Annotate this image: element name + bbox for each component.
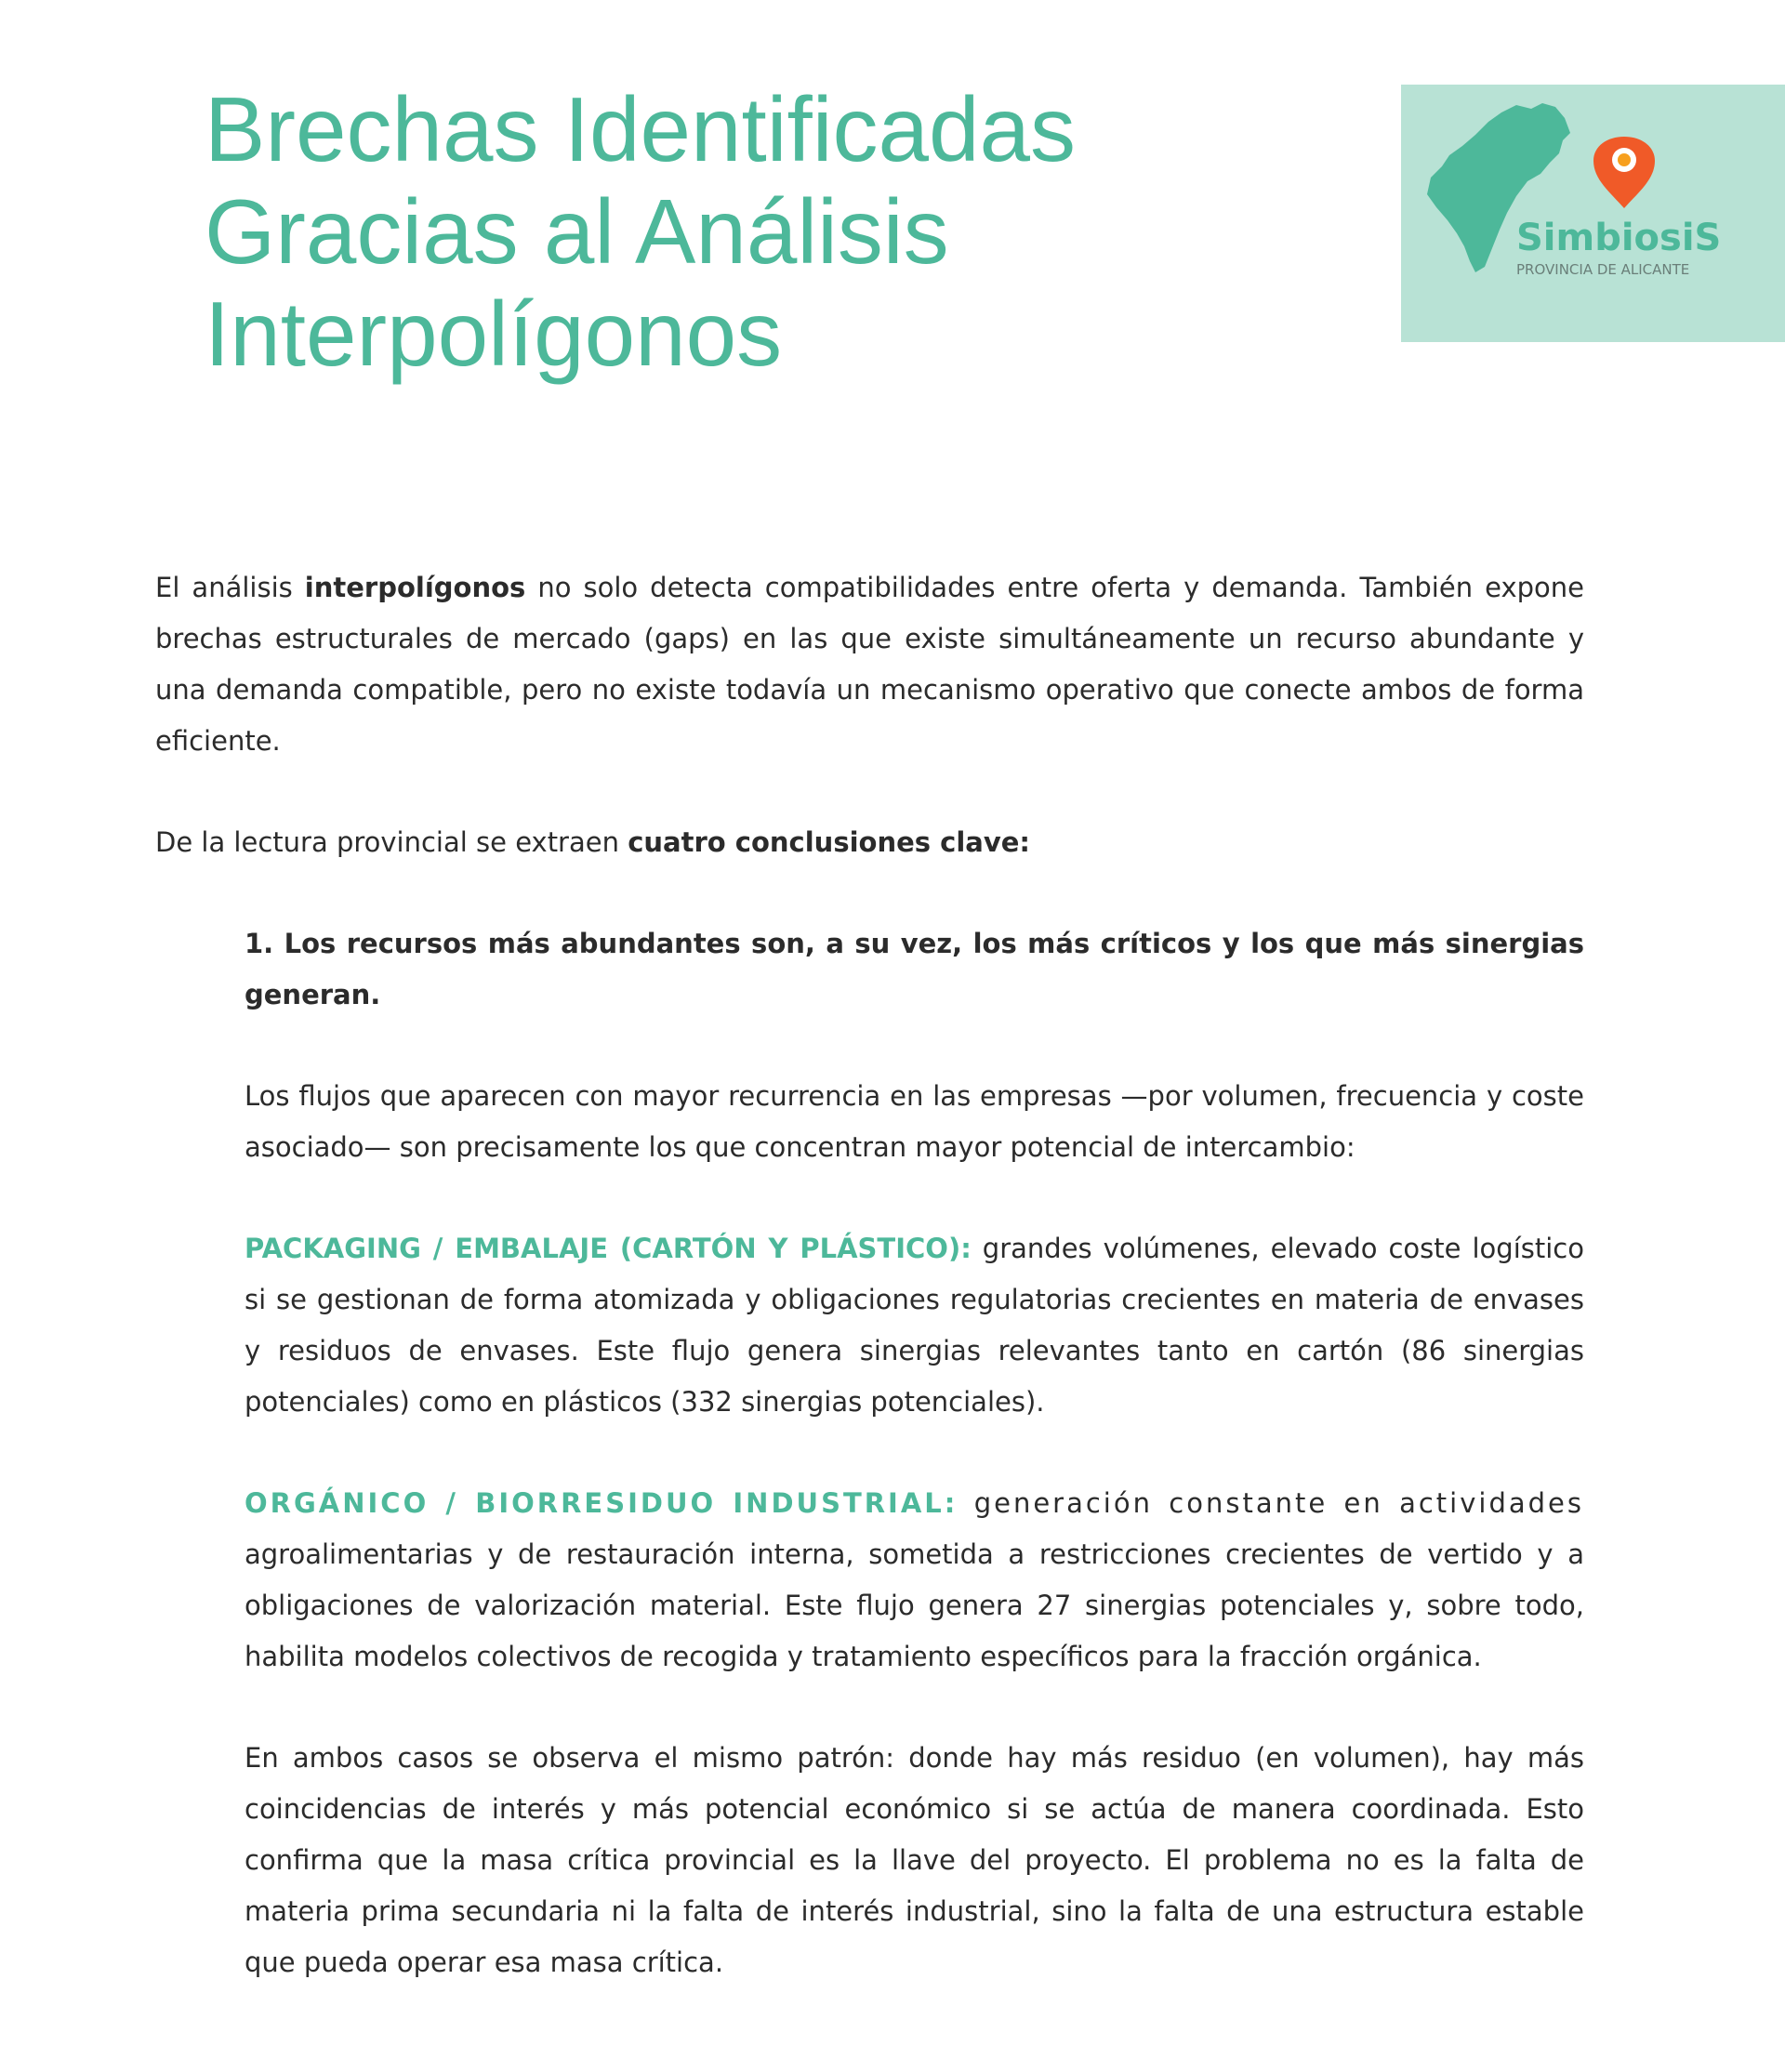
packaging-label: PACKAGING / EMBALAJE (CARTÓN Y PLÁSTICO): xyxy=(245,1233,972,1264)
organic-paragraph: ORGÁNICO / BIORRESIDUO INDUSTRIAL: generación constante en actividades agroalimentarias y de restauración interna, sometida a restricciones crecientes de vertido y a obligaciones de valorización material. Este flujo genera 27 sinergias potenciales y, sobre todo, habilita modelos colectivos de recogida y tratamiento específicos para la fracción orgánica. xyxy=(245,1487,1584,1672)
title-line-3: Interpolígonos xyxy=(205,283,783,385)
body-content xyxy=(155,562,1584,1988)
point-1-conclusion: En ambos casos se observa el mismo patrón: donde hay más residuo (en volumen), hay más coincidencias de interés y más potencial económico si se actúa de manera coordinada. Esto confirma que la masa crítica provincial es la llave del proyecto. El problema no es la falta de materia prima secundaria ni la falta de interés industrial, sino la falta de una estructura estable que pueda operar esa masa crítica. xyxy=(245,1742,1584,1978)
organic-label: ORGÁNICO / BIORRESIDUO INDUSTRIAL: xyxy=(245,1487,959,1519)
conclusions-lead: De la lectura provincial se extraen cuatro conclusiones clave: xyxy=(155,826,1030,858)
title-line-2: Gracias al Análisis xyxy=(205,180,949,283)
point-1-intro: Los flujos que aparecen con mayor recurrencia en las empresas —por volumen, frecuencia y coste asociado— son precisamente los que concentran mayor potencial de intercambio: xyxy=(245,1080,1584,1163)
brand-subtitle: PROVINCIA DE ALICANTE xyxy=(1516,261,1690,278)
packaging-paragraph: PACKAGING / EMBALAJE (CARTÓN Y PLÁSTICO): grandes volúmenes, elevado coste logístico si se gestionan de forma atomizada y obligaciones regulatorias crecientes en materia de envases y residuos de envases. Este flujo genera sinergias relevantes tanto en cartón (86 sinergias potenciales) como en plásticos (332 sinergias potenciales). xyxy=(245,1233,1584,1418)
title-line-1: Brechas Identificadas xyxy=(205,78,1076,180)
map-pin-icon xyxy=(1401,85,1785,342)
brand-name: SimbiosiS xyxy=(1516,217,1722,259)
point-1-title: 1. Los recursos más abundantes son, a su vez, los más críticos y los que más sinergias generan. xyxy=(245,928,1584,1010)
simbiosis-logo xyxy=(1401,85,1785,342)
page-title xyxy=(205,78,1320,385)
intro-paragraph: El análisis interpolígonos no solo detecta compatibilidades entre oferta y demanda. También expone brechas estructurales de mercado (gaps) en las que existe simultáneamente un recurso abundante y una demanda compatible, pero no existe todavía un mecanismo operativo que conecte ambos de forma eficiente. xyxy=(155,572,1584,757)
